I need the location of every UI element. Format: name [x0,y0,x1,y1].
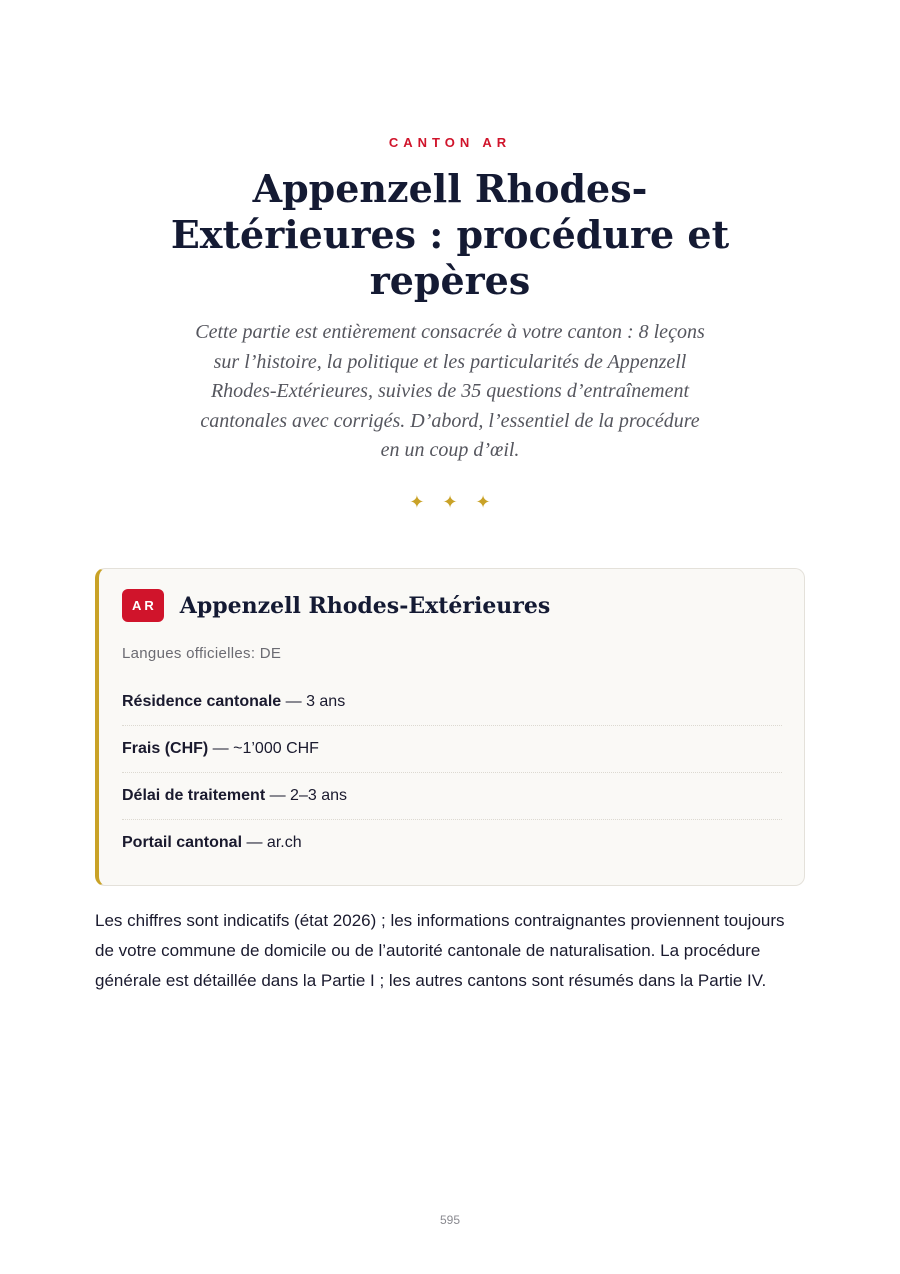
card-title: Appenzell Rhodes-Extérieures [179,592,551,619]
fact-residence [122,679,782,726]
fact-value: 3 ans [306,693,346,710]
fact-label: Frais (CHF) [122,740,209,757]
star-ornament-icon: ✦✦✦ [409,492,509,512]
fact-separator: — [281,693,307,710]
fact-processing-time [122,773,782,820]
official-languages: Langues officielles: DE [122,645,282,662]
fact-label: Portail cantonal [122,834,243,851]
fact-separator: — [265,787,291,804]
fact-separator: — [242,834,267,851]
fact-value: ~1’000 CHF [233,740,319,757]
fact-separator: — [208,740,234,757]
facts-list [122,679,782,866]
page-title: Appenzell Rhodes-Extérieures : procédure et repères [170,166,730,303]
fact-value: ar.ch [266,834,302,851]
card-header [122,589,550,622]
disclaimer-paragraph: Les chiffres sont indicatifs (état 2026) ; les informations contraignantes proviennent toujours de votre commune de domicile ou de l’autorité cantonale de naturalisation. La procédure générale est détaillée dans la Partie I ; les autres cantons sont résumés dans la Partie IV. [95,911,785,990]
fact-label: Résidence cantonale [122,693,282,710]
canton-summary-card [95,568,805,886]
fact-fees [122,726,782,773]
canton-badge: AR [122,589,164,622]
fact-portal [122,820,782,866]
section-kicker: CANTON AR [388,135,512,150]
fact-value: 2–3 ans [290,787,347,804]
lead-paragraph: Cette partie est entièrement consacrée à votre canton : 8 leçons sur l’histoire, la politique et les particularités de Appenzell Rhodes-Extérieures, suivies de 35 questions d’entraînement cantonales avec corrigés. D’abord, l’essentiel de la procédure en un coup d’œil. [195,321,705,461]
fact-label: Délai de traitement [122,787,266,804]
page-number: 595 [439,1213,461,1227]
